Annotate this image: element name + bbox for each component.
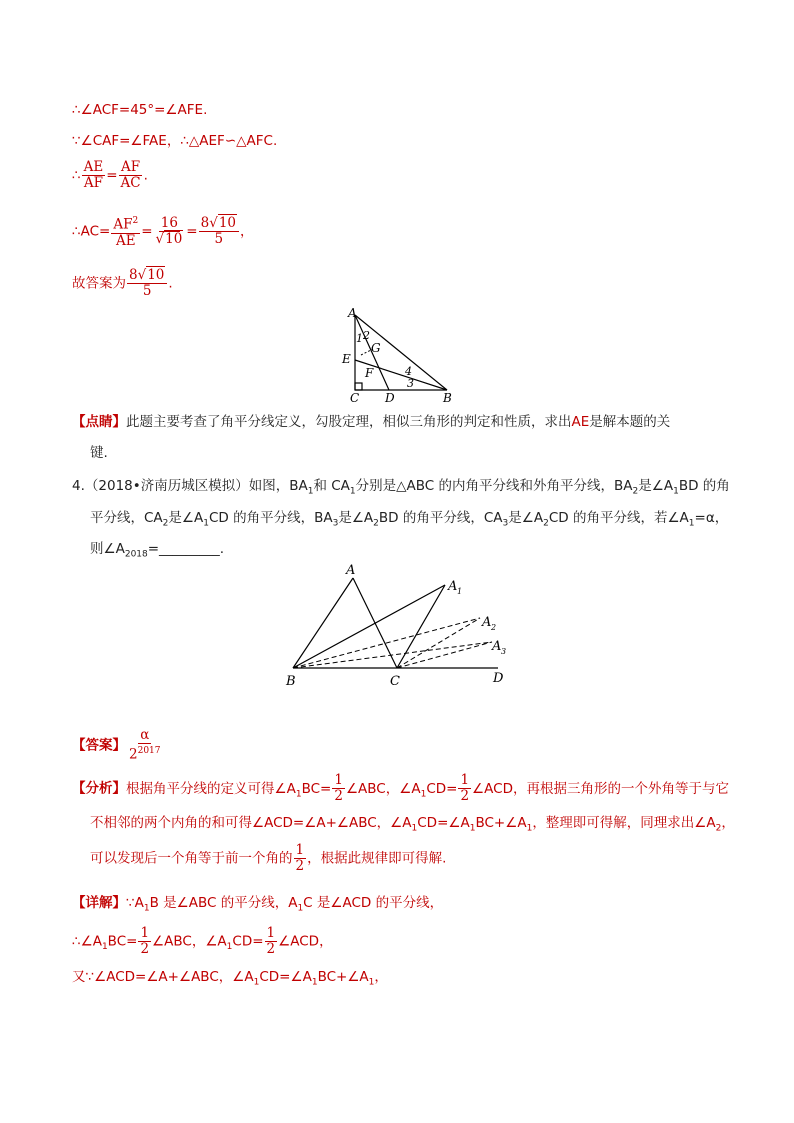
label-a: A [348,306,357,320]
triangle-diagram-1 [335,305,465,405]
label-b: B [286,674,296,689]
proof-line-2: ∵∠CAF=∠FAE，∴△AEF∽△AFC. [72,133,278,149]
label-a1: A [448,579,458,594]
label-a2: A [482,615,492,630]
analysis-line-1: 【分析】根据角平分线的定义可得$\angle A_1BC=$ $\frac{1}{2}$ ∠ABC，$\angle A_1CD=$ $\frac{1}{2}$ ∠ACD，再根据三角形的一个外角等于与它 [72,772,729,804]
detail-line-3: 又∵∠ACD=∠A+∠ABC，$\angle A_1CD=\angle A_1BC+\angle A_1$， [72,969,388,988]
fraction-ae-af: $\frac{AE}{AF}$ [83,159,104,191]
segment-ca2 [397,618,480,668]
comment-line-1: 【点睛】此题主要考查了角平分线定义，勾股定理，相似三角形的判定和性质，求出AE是解本题的关 [72,414,671,430]
label-a2-sub: 2 [491,623,497,632]
label-a3-sub: 3 [501,647,507,656]
label-f: F [365,366,374,380]
label-d: D [493,671,504,686]
segment-ba3 [293,642,492,668]
label-g: G [371,341,381,355]
analysis-line-2: 不相邻的两个内角的和可得∠ACD=∠A+∠ABC，$\angle A_1CD=\angle A_1BC+\angle A_1$，整理即可得解，同理求出$\angle A_2$， [90,815,735,834]
label-c: C [390,674,400,689]
label-1: 1 [356,332,363,345]
problem-line-2: 平分线，$CA_2$是$\angle A_1CD$ 的角平分线，$BA_3$是$\angle A_2BD$ 的角平分线，$CA_3$是$\angle A_2CD$ 的角平分线，若$\angle A_1=\alpha$， [90,510,729,529]
comment-line-2: 键. [90,445,108,461]
analysis-line-3: 可以发现后一个角等于前一个角的 $\frac{1}{2}$ ，根据此规律即可得解. [90,842,447,874]
proof-line-1: ∴∠ACF=45°=∠AFE. [72,102,208,118]
proof-line-3: ∴ $\frac{AE}{AF}$ = $\frac{AF}{AC}$ . [72,159,148,191]
segment-ca3 [397,642,492,668]
label-a: A [346,563,356,578]
label-a3: A [492,639,502,654]
right-angle-mark [355,383,362,390]
fraction-answer: $\frac{8√10}{5}$ [127,268,167,299]
detail-line-1: 【详解】$\because A_1B$ 是∠ABC 的平分线，$A_1C$ 是∠ACD 的平分线， [72,895,444,914]
answer-line: 故答案为 $\frac{8√10}{5}$ . [72,267,173,299]
label-b: B [443,391,452,405]
label-a1-sub: 1 [457,587,463,596]
detail-line-2: $\therefore\angle A_1BC=$ $\frac{1}{2}$ ∠ABC，$\angle A_1CD=$ $\frac{1}{2}$ ∠ACD， [72,925,333,957]
segment-ba1 [293,585,445,668]
angle-bisector-diagram [280,560,520,690]
label-4: 4 [405,365,412,378]
problem-line-1: 4.（2018•济南历城区模拟）如图，$BA_1$和 $CA_1$分别是△ABC 的内角平分线和外角平分线，$BA_2$是$\angle A_1BD$ 的角 [72,478,730,497]
label-c: C [350,391,360,405]
label-d: D [385,391,395,405]
fraction-8sqrt10-5: $\frac{8√10}{5}$ [199,216,239,247]
label-e: E [342,352,351,366]
problem-line-3: 则$\angle A_{2018}=\_\_\_\_\_\_\_\_\_$. [90,541,225,560]
answer-fraction: $\frac{\alpha}{2^{2017}}$ [129,727,161,763]
fraction-af2-ae: $\frac{AF^2}{AE}$ [113,216,139,249]
label-2: 2 [363,329,370,342]
fraction-af-ac: $\frac{AF}{AC}$ [120,159,141,191]
label-3: 3 [407,377,414,390]
fraction-16-sqrt10: $\frac{16}{√10}$ [155,214,183,247]
proof-line-4: ∴AC= $\frac{AF^2}{AE}$ = $\frac{16}{√10}$ = $\frac{8√10}{5}$ ， [72,214,254,249]
answer-block: 【答案】 $\frac{\alpha}{2^{2017}}$ [72,727,161,763]
